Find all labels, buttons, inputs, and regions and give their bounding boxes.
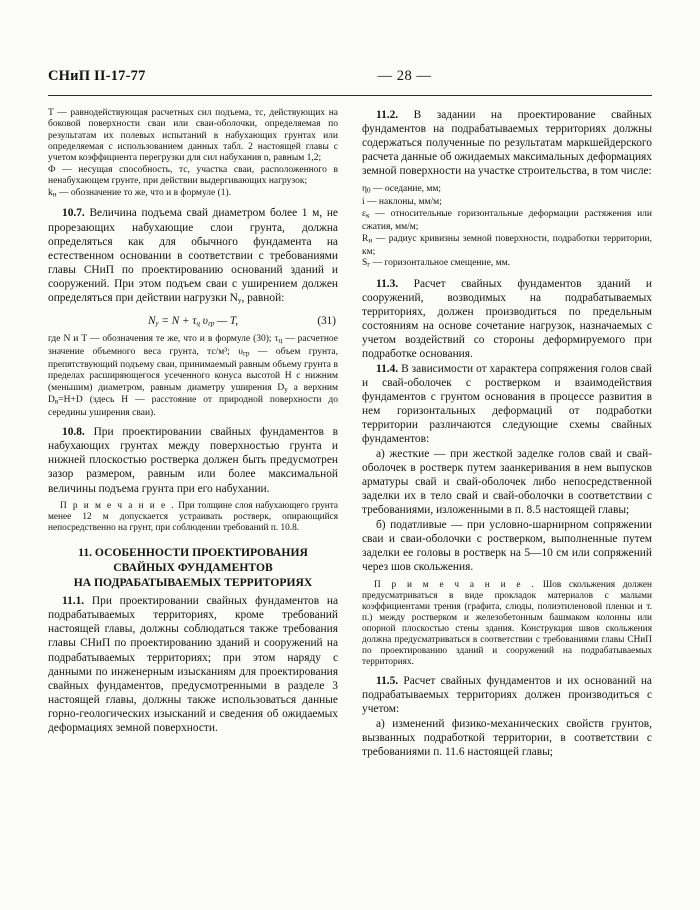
formula-31-number: (31) [317,314,336,327]
clause-11-1-number: 11.1. [62,595,85,608]
clause-11-1-text: При проектировании свайных фундаментов на подрабатываемых территориях, кроме требований настоящей главы, должны соблюдаться также требования главы СНиП по проектированию зданий и сооружений на подрабатываемых территориях; при этом наряду с данными по инженерным изысканиям для проектирования свайных фундаментов, предусмотренными в разделе 3 настоящей главы, должны также использоваться данные горно-геологических изысканий и сведения об ожидаемых деформациях земной поверхности. [48,595,338,735]
clause-11-4-item-b: б) податливые — при условно-шарнирном сопряжении сваи и сваи-оболочки с ростверком, выполненные путем заделки ее головы в ростверк на 5—10 см или сопряжений через шов скольжения. [362,518,652,574]
clause-10-7 [48,206,338,307]
clause-11-5 [362,674,652,716]
two-column-body [48,108,652,760]
paragraph-phi-definition: Ф — несущая способность, тс, участка сваи, расположенного в ненабухающем грунте, при действии выдергивающих нагрузок; [48,164,338,187]
param-osedanie: $\eta_0$ — оседание, мм; [362,183,442,195]
note-right-text: Шов скольжения должен предусматриваться в виде прокладок материалов с малыми коэффициентами трения (графита, слюды, полиэтиленовой пленки и т. п.) между ростверком и железобетонным башмаком колонны или опорной плоскостью стены здания. Конструкция швов скольжения должна предусматриваться в соответствии с требованиями главы СНиП по проектированию зданий и сооружений на подрабатываемых территориях. [362,579,652,668]
formula-31 [48,315,338,328]
formula-31-expression: $N_у = N + \tau_ц$ $\upsilon_{гр}$ — T, [147,314,239,328]
clause-11-4-text: В зависимости от характера сопряжения голов свай и свай-оболочек с ростверком и взаимодействия фундаментов с грунтом основания в процессе развития в нем горизонтальных деформаций от подработки территории различаются следующие схемы свайных фундаментов: [362,362,652,446]
clause-11-5-number: 11.5. [376,675,399,688]
section-11-heading [48,546,338,590]
header-divider [48,95,652,96]
clause-11-4-item-a: а) жесткие — при жесткой заделке голов свай и свай-оболочек в ростверк путем заанкеривания в нем выпусков арматуры свай и свай-оболочек либо непосредственной заделки их в тело свай и свай-оболочки в соответствии с требованиями, изложенными в п. 8.5 настоящей главы; [362,447,652,517]
clause-11-3-text: Расчет свайных фундаментов зданий и сооружений, возводимых на подрабатываемых территориях, должен производиться по предельным состояниям на основе сочетание нагрузок, назначаемых с учетом воздействий со стороны деформируемого при подработке основания. [362,277,652,361]
paragraph-T-definition: T — равнодействующая расчетных сил подъема, тс, действующих на боковой поверхности сваи или сваи-оболочки, определяемая по результатам их полевых испытаний в набухающих грунтах или определяемая с использованием данных табл. 2 настоящей главы с учетом коэффициента перегрузки для сил набухания n, равным 1,2; [48,108,338,164]
clause-11-5-item-a: а) изменений физико-механических свойств грунтов, вызванных подработкой территории, в соответствии с требованиями п. 11.6 настоящей главы; [362,717,652,759]
clause-11-5-text: Расчет свайных фундаментов и их оснований на подрабатываемых территориях должен производиться с учетом: [362,675,652,716]
clause-10-8-text: При проектировании свайных фундаментов в набухающих грунтах между поверхностью грунта и нижней плоскостью ростверка должен быть предусмотрен зазор размером, равным или более максимальной величины подъема грунта при его набухании. [48,426,339,495]
note-right-label: П р и м е ч а н и е . [374,579,536,590]
param-radius: $R_и$ — радиус кривизны земной поверхности, подработки территории, км; [362,233,652,257]
clause-10-8-number: 10.8. [62,426,85,439]
clause-11-2-text: В задании на проектирование свайных фундаментов на подрабатываемых территориях должны содержаться полученные по результатам маркшейдерского расчета данные об ожидаемых максимальных деформациях земной поверхности на участке строительства, в том числе: [362,109,652,178]
paragraph-kn-definition: $k_н$ — обозначение то же, что и в формуле (1). [48,188,232,199]
clause-10-8 [48,425,338,495]
clause-11-1 [48,594,338,735]
clause-10-7-number: 10.7. [62,207,85,220]
page-header [48,68,652,85]
page-number: — 28 — [377,68,432,84]
clause-11-2 [362,108,652,178]
clause-11-3-number: 11.3. [376,277,399,290]
clause-11-3 [362,277,652,362]
clause-11-4-number: 11.4. [376,362,399,375]
note-right [362,580,652,669]
document-code: СНиП II-17-77 [48,68,146,84]
clause-11-4 [362,362,652,447]
param-naklony: i — наклоны, мм/м; [362,197,442,208]
param-deformacii: $\varepsilon_к$ — относительные горизонтальные деформации растяжения или сжатия, мм/м; [362,209,652,233]
note-left-label: П р и м е ч а н и е . [60,501,176,512]
formula-31-legend: где N и T — обозначения те же, что и в формуле (30); $\tau_ц$ — расчетное значение объемного веса грунта, тс/м³; $\upsilon_{гр}$ — объем грунта, препятствующий подъему сваи, принимаемый равным объему грунта в пределах расширяющегося усеченного конуса высотой H с нижним (меньшим) диаметром, равным диаметру уширения $D_у$ а верхним $D_в=H+D$ (здесь H — расстояние от природной поверхности до середины уширения сваи). [48,334,338,419]
param-smeshenie: $S_г$ — горизонтальное смещение, мм. [362,258,510,270]
clause-10-7-text: Величина подъема свай диаметром более 1 м, не прорезающих набухающие слои грунта, должна определяться как для обычного фундамента на естественном основании в соответствии с требованиями главы СНиП по проектированию оснований зданий и сооружений. При этом подъем сваи с уширением должен определяться при действии нагрузки $N_у$, равной: [48,207,338,305]
clause-11-2-number: 11.2. [376,109,399,121]
section-11-heading-line3: НА ПОДРАБАТЫВАЕМЫХ ТЕРРИТОРИЯХ [73,575,313,589]
note-left [48,501,338,534]
section-11-heading-line1: 11. ОСОБЕННОСТИ ПРОЕКТИРОВАНИЯ [78,546,308,560]
section-11-heading-line2: СВАЙНЫХ ФУНДАМЕНТОВ [113,561,273,574]
right-column [362,108,652,760]
note-left-text: При толщине слоя набухающего грунта менее 12 м допускается устраивать ростверк, опирающийся непосредственно на грунт, при соблюдении требований п. 10.8. [48,501,338,534]
left-column [48,108,338,760]
